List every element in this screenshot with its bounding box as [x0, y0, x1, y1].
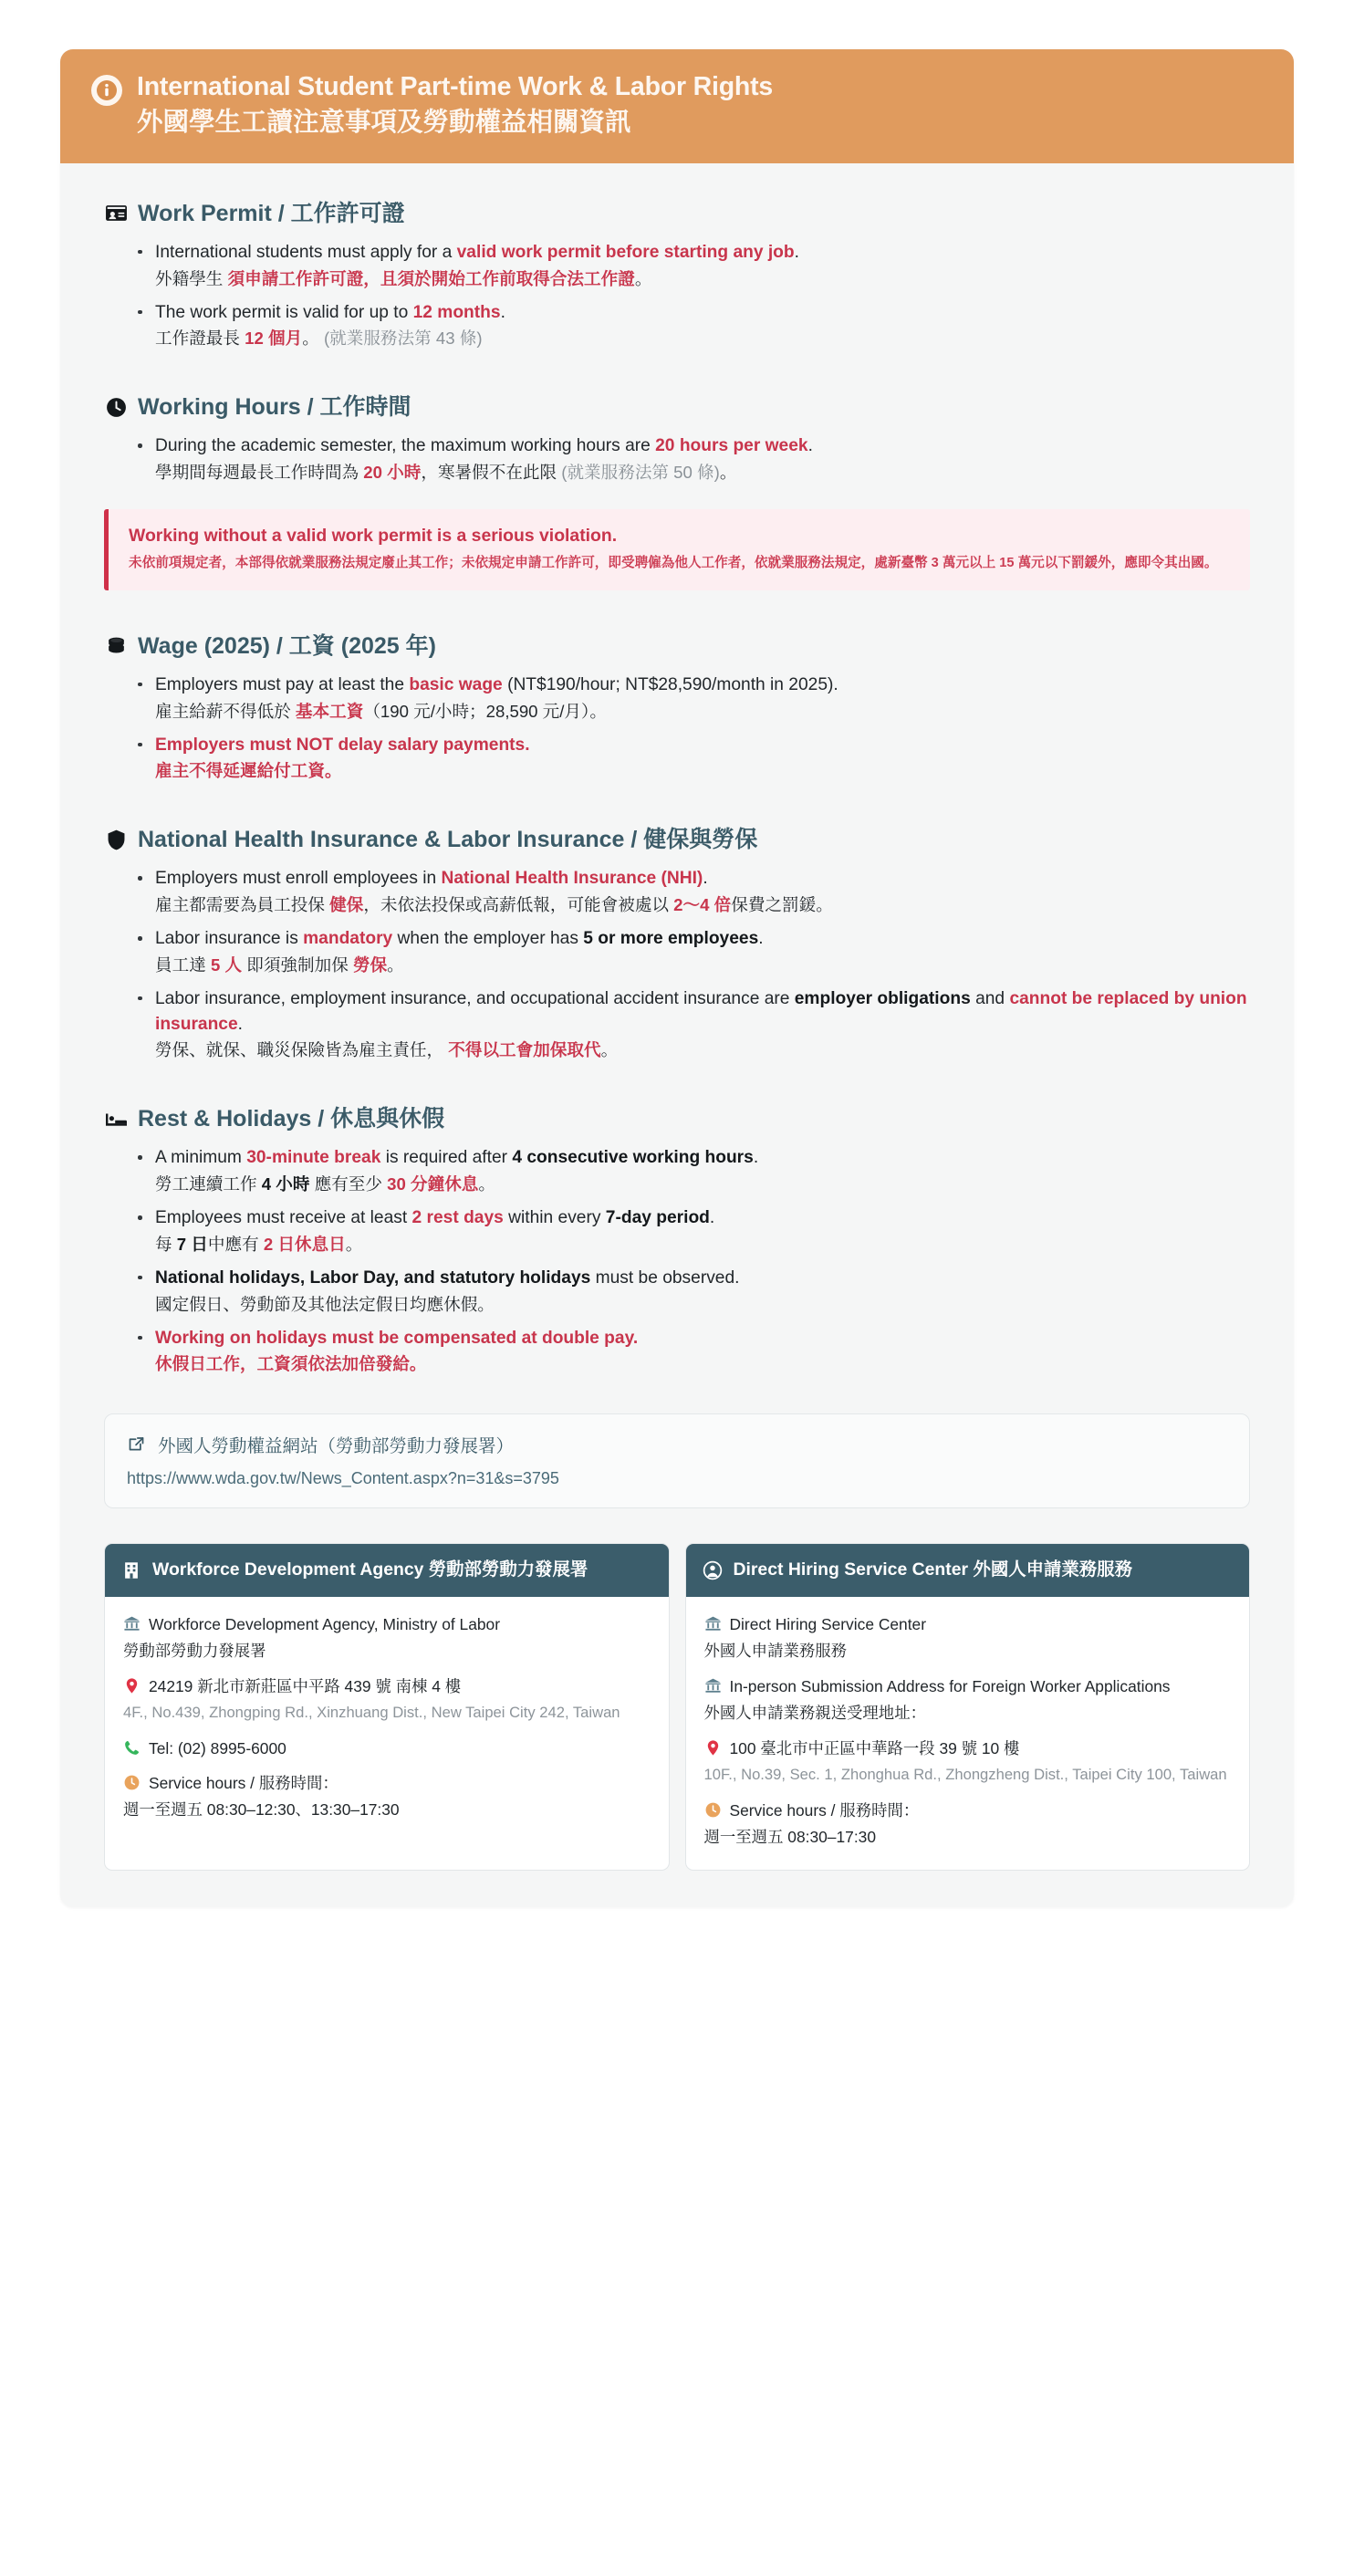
zh-part: 勞工連續工作 [155, 1174, 262, 1194]
contact-card-body [686, 1597, 1250, 1870]
en-part: . [500, 302, 505, 322]
bullet-text-zh [155, 326, 1250, 351]
bullet-text-en [155, 1326, 1250, 1351]
en-part: and [970, 988, 1010, 1008]
zh-part: 雇主不得延遲給付工資。 [155, 761, 342, 781]
bullet-text-en [155, 926, 1250, 952]
section-bullet-list [104, 673, 1250, 784]
bullet-text-en [155, 733, 1250, 758]
en-part: The work permit is valid for up to [155, 302, 413, 322]
zh-part: 基本工資 [295, 701, 364, 721]
bullet-item [135, 1266, 1250, 1318]
card-header [60, 49, 1294, 163]
bullet-text-en [155, 673, 1250, 698]
contact-row [123, 1674, 651, 1698]
bank-icon [704, 1677, 722, 1695]
contact-card-header [105, 1544, 669, 1597]
zh-part: 須申請工作許可證，且須於開始工作前取得合法工作證 [227, 268, 635, 288]
bullet-text-zh [155, 758, 1250, 784]
en-part: Employers must enroll employees in [155, 869, 442, 889]
zh-part: 20 小時 [363, 463, 422, 483]
building-icon [121, 1560, 141, 1580]
contact-row-gray: 4F., No.439, Zhongping Rd., Xinzhuang Dist., New Taipei City 242, Taiwan [123, 1704, 620, 1722]
en-part: 20 hours per week [655, 436, 808, 456]
zh-part: 2 日休息日 [263, 1234, 346, 1254]
header-title-zh: 外國學生工讀注意事項及勞動權益相關資訊 [137, 107, 631, 137]
en-part: cannot be replaced by union insurance [155, 988, 1247, 1034]
bullet-text-zh [155, 699, 1250, 725]
en-part: . [753, 1148, 759, 1168]
section [104, 393, 1250, 590]
bullet-text-zh [155, 892, 1250, 918]
contact-row-text: 24219 新北市新莊區中平路 439 號 南棟 4 樓 [149, 1677, 462, 1696]
en-part: National Health Insurance (NHI) [441, 869, 703, 889]
zh-part: 。 [478, 1174, 495, 1194]
zh-part: 勞保 [352, 954, 388, 975]
bullet-text-en [155, 300, 1250, 326]
en-part: Employers must NOT delay salary payments. [155, 735, 530, 755]
zh-part: 12 個月 [245, 329, 303, 349]
contact-row-text: Tel: (02) 8995-6000 [149, 1738, 286, 1757]
id-card-icon [104, 202, 128, 225]
bullet-text-zh [155, 1038, 1250, 1063]
en-part: within every [503, 1208, 606, 1228]
contact-row [704, 1799, 1232, 1822]
contact-row-text: Direct Hiring Service Center [729, 1615, 927, 1634]
section-title: National Health Insurance & Labor Insurance / 健保與勞保 [138, 827, 758, 853]
reference-link-label[interactable]: 外國人勞動權益網站（勞動部勞動力發展署） [158, 1436, 515, 1457]
en-part: 7-day period [605, 1208, 710, 1228]
section-title: Wage (2025) / 工資 (2025 年) [138, 632, 436, 659]
zh-part: ，未依法投保或高薪低報，可能會被處以 [363, 895, 674, 915]
en-part: Labor insurance, employment insurance, and occupational accident insurance are [155, 988, 795, 1008]
contact-card-title: Direct Hiring Service Center 外國人申請業務服務 [733, 1559, 1132, 1580]
reference-link-box[interactable] [104, 1413, 1250, 1508]
zh-part: 。 [345, 1234, 363, 1254]
zh-part: 學期間每週最長工作時間為 [155, 463, 364, 483]
bullet-text-zh [155, 460, 1250, 485]
zh-part: 外籍學生 [155, 268, 228, 288]
zh-part: 4 小時 [261, 1174, 310, 1194]
bullet-text-en [155, 866, 1250, 892]
contact-row-sub: 週一至週五 08:30–17:30 [703, 1827, 876, 1846]
contact-row-text: Service hours / 服務時間： [729, 1800, 920, 1820]
bullet-text-zh [155, 1292, 1250, 1318]
section-header [104, 393, 1250, 421]
en-part: must be observed. [590, 1267, 740, 1288]
contact-row-text: In-person Submission Address for Foreign Worker Applications [729, 1677, 1171, 1696]
sections-container [104, 200, 1250, 1377]
header-title-en: International Student Part-time Work & Labor Rights [137, 72, 774, 101]
clock-icon [104, 395, 128, 419]
bullet-text-zh [155, 1172, 1250, 1197]
section [104, 826, 1250, 1063]
en-part: Employers must pay at least the [155, 674, 410, 694]
bullet-item [135, 733, 1250, 785]
en-part: . [758, 929, 764, 949]
contact-cards-container [104, 1543, 1250, 1871]
contact-row-sub: 外國人申請業務服務 [703, 1642, 848, 1661]
clock-small-icon [704, 1801, 722, 1819]
info-circle-icon [91, 75, 122, 106]
en-part: when the employer has [392, 929, 584, 949]
zh-part: 2～4 倍 [673, 895, 732, 915]
bullet-text-zh [155, 266, 1250, 292]
en-part: National holidays, Labor Day, and statutory holidays [155, 1267, 591, 1288]
bullet-item [135, 1326, 1250, 1378]
section-header [104, 632, 1250, 660]
bank-icon [704, 1615, 722, 1632]
zh-part: 5 人 [210, 954, 243, 975]
zh-part: 國定假日、勞動節及其他法定假日均應休假。 [155, 1294, 495, 1314]
contact-row-sub: 外國人申請業務親送受理地址： [703, 1704, 926, 1723]
bullet-text-en [155, 986, 1250, 1038]
section-title: Work Permit / 工作許可證 [138, 200, 405, 226]
alert-title: Working without a valid work permit is a serious violation. [129, 526, 618, 547]
zh-part: 勞保、就保、職災保險皆為雇主責任， [155, 1040, 449, 1060]
zh-part: 員工達 [155, 954, 211, 975]
zh-part: 健保 [329, 895, 364, 915]
zh-part: 30 分鐘休息 [387, 1174, 479, 1194]
zh-part: 保費之罰鍰。 [731, 895, 833, 915]
zh-part: 雇主給薪不得低於 [155, 701, 296, 721]
contact-card [104, 1543, 670, 1871]
en-part: (NT$190/hour; NT$28,590/month in 2025). [502, 674, 838, 694]
section-header [104, 200, 1250, 227]
clock-small-icon [123, 1774, 141, 1791]
bullet-text-en [155, 1145, 1250, 1171]
external-link-icon [127, 1434, 147, 1455]
card-body [60, 163, 1294, 1907]
section-bullet-list [104, 240, 1250, 351]
bullet-item [135, 986, 1250, 1064]
zh-part: 。 [302, 329, 319, 349]
contact-row-text: 100 臺北市中正區中華路一段 39 號 10 樓 [729, 1739, 1020, 1758]
zh-part: 即須強制加保 [242, 954, 353, 975]
contact-row-text: Service hours / 服務時間： [149, 1773, 338, 1792]
en-part: International students must apply for a [155, 242, 457, 262]
section-header [104, 826, 1250, 853]
warning-alert [104, 509, 1250, 590]
contact-card-body [105, 1597, 669, 1842]
shield-icon [104, 828, 128, 851]
zh-part: 中應有 [207, 1234, 264, 1254]
en-part: . [794, 242, 799, 262]
zh-part: 。 [600, 1040, 619, 1060]
bullet-item [135, 1145, 1250, 1197]
bank-icon [123, 1615, 141, 1632]
bullet-text-en [155, 240, 1250, 266]
bullet-item [135, 866, 1250, 918]
en-part: mandatory [303, 929, 393, 949]
bullet-item [135, 240, 1250, 292]
zh-part: (就業服務法第 43 條) [318, 329, 483, 349]
section-bullet-list [104, 433, 1250, 485]
zh-part: (就業服務法第 50 條) [561, 463, 720, 483]
en-part: During the academic semester, the maximum working hours are [155, 436, 656, 456]
user-circle-icon [703, 1560, 723, 1580]
en-part: basic wage [409, 674, 503, 694]
bullet-item [135, 673, 1250, 725]
en-part: A minimum [155, 1148, 247, 1168]
reference-link-url[interactable]: https://www.wda.gov.tw/News_Content.aspx?n=31&s=3795 [127, 1469, 559, 1488]
bullet-item [135, 1205, 1250, 1257]
en-part: Employees must receive at least [155, 1208, 412, 1228]
zh-part: 。 [387, 954, 404, 975]
coins-icon [104, 634, 128, 658]
zh-part: 。 [719, 463, 737, 483]
map-pin-icon [704, 1739, 722, 1757]
en-part: . [807, 436, 813, 456]
bullet-text-en [155, 1205, 1250, 1231]
contact-row-sub: 勞動部勞動力發展署 [123, 1642, 266, 1661]
contact-row [123, 1612, 651, 1636]
zh-part: 不得以工會加保取代 [448, 1040, 601, 1060]
en-part: . [237, 1014, 243, 1034]
zh-part: 每 [155, 1234, 177, 1254]
contact-row [123, 1736, 651, 1760]
bullet-item [135, 433, 1250, 485]
zh-part: 應有至少 [309, 1174, 388, 1194]
contact-row-text: Workforce Development Agency, Ministry of Labor [149, 1615, 501, 1634]
section-title: Rest & Holidays / 休息與休假 [138, 1106, 445, 1132]
en-part: is required after [380, 1148, 513, 1168]
contact-row [123, 1771, 651, 1795]
contact-row-gray: 10F., No.39, Sec. 1, Zhonghua Rd., Zhongzheng Dist., Taipei City 100, Taiwan [703, 1766, 1227, 1784]
bullet-text-zh [155, 1232, 1250, 1257]
zh-part: 7 日 [176, 1234, 208, 1254]
contact-card-header [686, 1544, 1250, 1597]
bullet-text-zh [155, 953, 1250, 978]
contact-row [704, 1612, 1232, 1636]
map-pin-icon [123, 1677, 141, 1695]
info-card [60, 49, 1294, 1907]
zh-part: 工作證最長 [155, 329, 245, 349]
en-part: . [703, 869, 708, 889]
en-part: 30-minute break [246, 1148, 381, 1168]
section [104, 200, 1250, 351]
section-bullet-list [104, 1145, 1250, 1377]
section-header [104, 1105, 1250, 1132]
contact-card [685, 1543, 1251, 1871]
en-part: Working on holidays must be compensated at double pay. [155, 1328, 639, 1348]
en-part: . [709, 1208, 715, 1228]
en-part: 4 consecutive working hours [512, 1148, 754, 1168]
zh-part: ，寒暑假不在此限 [421, 463, 562, 483]
zh-part: （190 元/小時；28,590 元/月）。 [363, 701, 607, 721]
bullet-item [135, 300, 1250, 352]
en-part: valid work permit before starting any job [456, 242, 795, 262]
contact-card-title: Workforce Development Agency 勞動部勞動力發展署 [152, 1559, 588, 1580]
contact-row-sub: 週一至週五 08:30–12:30、13:30–17:30 [123, 1800, 400, 1820]
section [104, 1105, 1250, 1377]
bullet-text-en [155, 433, 1250, 459]
zh-part: 雇主都需要為員工投保 [155, 895, 330, 915]
en-part: 12 months [412, 302, 501, 322]
zh-part: 休假日工作，工資須依法加倍發給。 [155, 1354, 427, 1374]
en-part: 2 rest days [411, 1208, 504, 1228]
phone-icon [123, 1739, 141, 1757]
contact-row [704, 1674, 1232, 1698]
en-part: 5 or more employees [583, 929, 759, 949]
en-part: Labor insurance is [155, 929, 304, 949]
alert-text: 未依前項規定者，本部得依就業服務法規定廢止其工作；未依規定申請工作許可，即受聘僱為他人工作者，依就業服務法規定，處新臺幣 3 萬元以上 15 萬元以下罰鍰外，應即令其出國。 [129, 556, 1218, 571]
bullet-text-en [155, 1266, 1250, 1291]
section-bullet-list [104, 866, 1250, 1063]
contact-row [704, 1736, 1232, 1760]
zh-part: 。 [634, 268, 652, 288]
section [104, 632, 1250, 784]
en-part: employer obligations [794, 988, 971, 1008]
bullet-text-zh [155, 1351, 1250, 1377]
section-title: Working Hours / 工作時間 [138, 394, 411, 421]
bullet-item [135, 926, 1250, 978]
bed-icon [104, 1107, 128, 1131]
